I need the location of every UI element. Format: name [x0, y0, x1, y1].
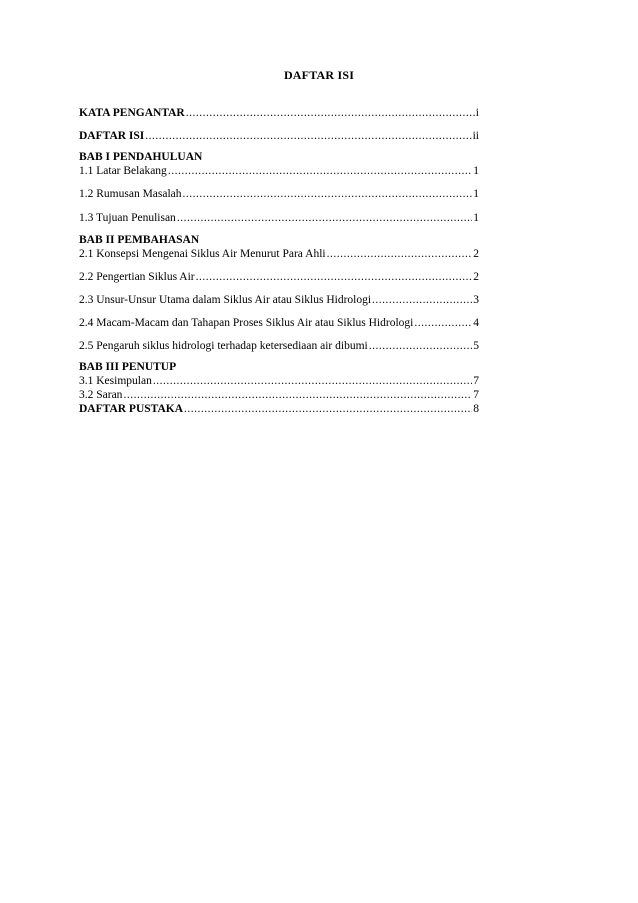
toc-entry[interactable] — [79, 388, 479, 402]
toc-entry-label: 2.4 Macam-Macam dan Tahapan Proses Siklus Air atau Siklus Hidrologi — [79, 317, 414, 329]
toc-entry[interactable] — [79, 374, 479, 388]
page-title: DAFTAR ISI — [283, 68, 355, 82]
toc-entry-page: 1 — [473, 188, 479, 200]
toc-entry-label: 1.3 Tujuan Penulisan — [79, 212, 176, 224]
toc-entry-label: 2.2 Pengertian Siklus Air — [79, 271, 195, 283]
toc-entry[interactable] — [79, 247, 479, 261]
dot-leader — [372, 293, 472, 307]
toc-entry-label: 1.1 Latar Belakang — [79, 165, 167, 177]
section-heading-bab1: BAB I PENDAHULUAN — [79, 151, 203, 163]
dot-leader — [123, 388, 472, 402]
toc-entry-page: 1 — [473, 212, 479, 224]
toc-entry[interactable] — [79, 187, 479, 201]
toc-entry-label: 3.1 Kesimpulan — [79, 375, 152, 387]
section-heading-bab3: BAB III PENUTUP — [79, 361, 177, 373]
toc-entry-label: 3.2 Saran — [79, 389, 123, 401]
toc-entry-page: ii — [472, 130, 479, 142]
dot-leader — [184, 402, 472, 416]
dot-leader — [183, 187, 473, 201]
toc-entry-label: 2.3 Unsur-Unsur Utama dalam Siklus Air atau Siklus Hidrologi — [79, 294, 372, 306]
toc-entry-label: DAFTAR PUSTAKA — [79, 403, 184, 415]
dot-leader — [369, 339, 473, 353]
toc-entry[interactable] — [79, 164, 479, 178]
toc-entry-label: 1.2 Rumusan Masalah — [79, 188, 182, 200]
toc-entry-page: i — [475, 107, 479, 119]
toc-entry-kata-pengantar[interactable] — [79, 106, 479, 120]
dot-leader — [145, 129, 471, 143]
toc-entry-daftar-pustaka[interactable] — [79, 402, 479, 416]
toc-entry-page: 7 — [473, 375, 479, 387]
toc-entry-page: 7 — [473, 389, 479, 401]
toc-entry-page: 2 — [473, 248, 479, 260]
toc-entry-page: 4 — [473, 317, 479, 329]
dot-leader — [177, 211, 472, 225]
toc-entry[interactable] — [79, 339, 479, 353]
dot-leader — [414, 316, 472, 330]
dot-leader — [186, 106, 475, 120]
toc-entry-label: DAFTAR ISI — [79, 130, 145, 142]
toc-entry[interactable] — [79, 316, 479, 330]
toc-entry-page: 2 — [473, 271, 479, 283]
dot-leader — [168, 164, 472, 178]
toc-entry-label: 2.5 Pengaruh siklus hidrologi terhadap ketersediaan air dibumi — [79, 340, 368, 352]
toc-entry-page: 3 — [473, 294, 479, 306]
dot-leader — [196, 270, 473, 284]
toc-entry[interactable] — [79, 211, 479, 225]
toc-entry[interactable] — [79, 293, 479, 307]
dot-leader — [327, 247, 473, 261]
toc-entry-page: 1 — [473, 165, 479, 177]
toc-entry-daftar-isi[interactable] — [79, 129, 479, 143]
toc-entry-label: KATA PENGANTAR — [79, 107, 185, 119]
toc-entry-page: 8 — [473, 403, 479, 415]
toc-entry[interactable] — [79, 270, 479, 284]
toc-entry-label: 2.1 Konsepsi Mengenai Siklus Air Menurut Para Ahli — [79, 248, 326, 260]
section-heading-bab2: BAB II PEMBAHASAN — [79, 234, 200, 246]
dot-leader — [153, 374, 472, 388]
toc-entry-page: 5 — [473, 340, 479, 352]
